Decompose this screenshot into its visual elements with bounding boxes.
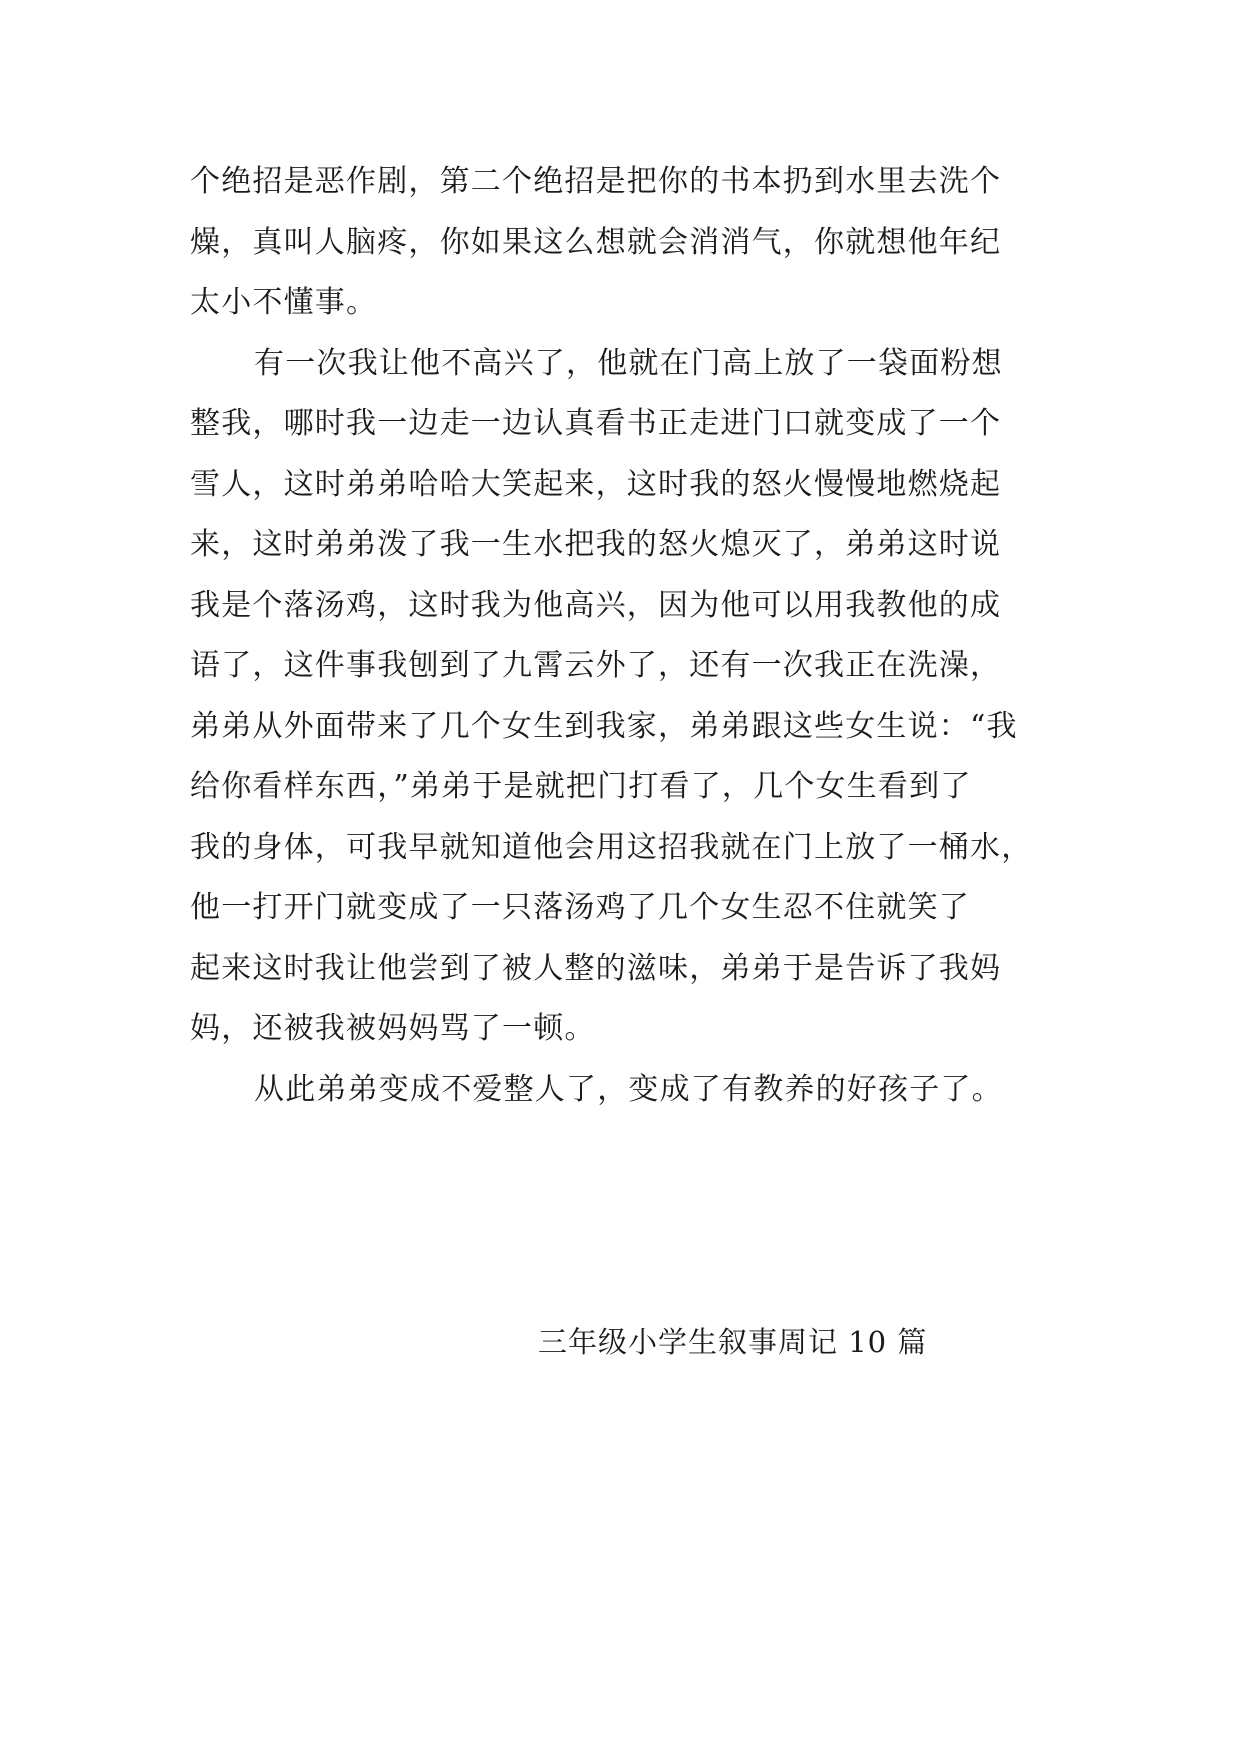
body-text (190, 152, 1052, 1120)
text-line: 语了，这件事我刨到了九霄云外了，还有一次我正在洗澡， (190, 648, 1002, 683)
text-line: 我的身体，可我早就知道他会用这招我就在门上放了一桶水， (190, 829, 1033, 865)
paragraph-2 (190, 334, 1052, 1060)
text-line: 燥，真叫人脑疼，你如果这么想就会消消气，你就想他年纪 (190, 224, 1002, 260)
paragraph-3 (190, 1060, 1052, 1121)
text-line: 弟弟从外面带来了几个女生到我家，弟弟跟这些女生说：“我 (190, 708, 1018, 744)
text-line: 给你看样东西，”弟弟于是就把门打看了，几个女生看到了 (190, 769, 972, 804)
text-line: 雪人，这时弟弟哈哈大笑起来，这时我的怒火慢慢地燃烧起 (190, 466, 1002, 502)
text-line: 我是个落汤鸡，这时我为他高兴，因为他可以用我教他的成 (190, 587, 1002, 623)
text-line: 个绝招是恶作剧，第二个绝招是把你的书本扔到水里去洗个 (190, 164, 1002, 199)
text-line: 起来这时我让他尝到了被人整的滋味，弟弟于是告诉了我妈 (190, 950, 1002, 986)
text-line: 从此弟弟变成不爱整人了，变成了有教养的好孩子了。 (254, 1071, 1003, 1107)
text-line: 他一打开门就变成了一只落汤鸡了几个女生忍不住就笑了 (190, 890, 970, 925)
text-line: 整我，哪时我一边走一边认真看书正走进门口就变成了一个 (190, 406, 1002, 441)
text-line: 太小不懂事。 (190, 285, 378, 320)
next-article-title: 三年级小学生叙事周记 10 篇 (538, 1325, 928, 1359)
text-line: 有一次我让他不高兴了，他就在门高上放了一袋面粉想 (254, 345, 1003, 381)
text-line: 来，这时弟弟泼了我一生水把我的怒火熄灭了，弟弟这时说 (190, 527, 1002, 562)
text-line: 妈，还被我被妈妈骂了一顿。 (190, 1011, 596, 1046)
paragraph-1 (190, 152, 1052, 334)
